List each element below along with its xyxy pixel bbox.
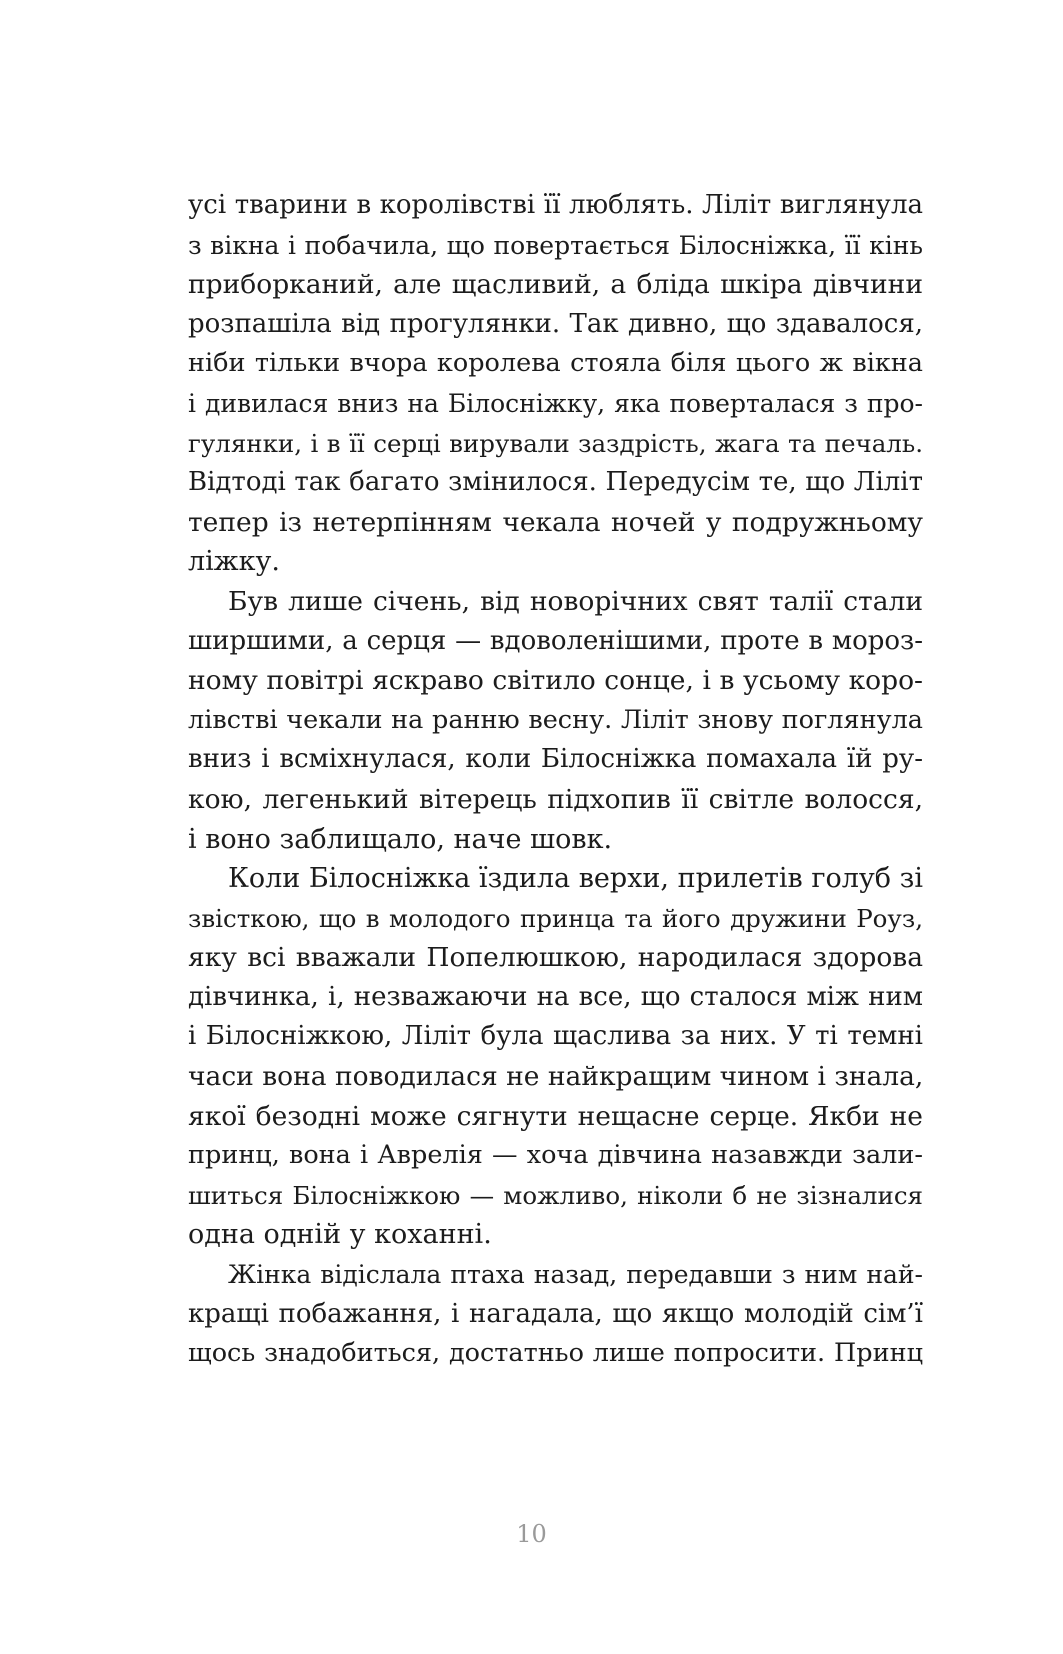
text-line: принц, вона і Аврелія — хоча дівчина назавжди зали- <box>188 1140 923 1171</box>
paragraph <box>188 1255 923 1374</box>
text-line: Відтоді так багато змінилося. Передусім те, що Ліліт <box>188 467 923 498</box>
text-line: і воно заблищало, наче шовк. <box>188 823 613 855</box>
text-line: щось знадобиться, достатньо лише попросити. Принц <box>188 1338 923 1369</box>
text-line: ліжку. <box>188 546 280 578</box>
text-line: лівстві чекали на ранню весну. Ліліт знову поглянула <box>188 704 923 735</box>
paragraph <box>188 186 923 582</box>
text-line: одна одній у коханні. <box>188 1219 492 1251</box>
text-line: тепер із нетерпінням чекала ночей у подружньому <box>188 506 923 538</box>
text-line: ширшими, а серця — вдоволенішими, проте в мороз- <box>188 625 923 656</box>
text-line: з вікна і побачила, що повертається Білосніжка, її кінь <box>188 230 923 260</box>
text-line: Коли Білосніжка їздила верхи, прилетів голуб зі <box>228 863 923 895</box>
page-number: 10 <box>516 1520 547 1548</box>
text-line: часи вона поводилася не найкращим чином і знала, <box>188 1061 924 1093</box>
paragraph <box>188 859 923 1255</box>
text-line: кращі побажання, і нагадала, що якщо молодій сім’ї <box>188 1298 923 1329</box>
text-line: ному повітрі яскраво світило сонце, і в усьому коро- <box>188 665 923 697</box>
text-line: Жінка відіслала птаха назад, передавши з ним най- <box>228 1260 923 1290</box>
text-line: шиться Білосніжкою — можливо, ніколи б не зізналися <box>188 1180 923 1210</box>
text-line: Був лише січень, від новорічних свят талії стали <box>228 585 923 617</box>
text-line: і Білосніжкою, Ліліт була щаслива за них. У ті темні <box>188 1021 923 1052</box>
text-line: гулянки, і в її серці вирували заздрість, жага та печаль. <box>188 428 923 458</box>
paragraph <box>188 582 923 859</box>
text-line: яку всі вважали Попелюшкою, народилася здорова <box>188 942 923 974</box>
page-body-text <box>188 186 923 1374</box>
text-line: якої безодні може сягнути нещасне серце. Якби не <box>188 1100 923 1132</box>
text-line: звісткою, що в молодого принца та його дружини Роуз, <box>188 903 923 933</box>
text-line: усі тварини в королівстві її люблять. Ліліт виглянула <box>188 190 923 220</box>
text-line: кою, легенький вітерець підхопив її світле волосся, <box>188 783 923 815</box>
text-line: розпашіла від прогулянки. Так дивно, що здавалося, <box>188 308 923 339</box>
text-line: вниз і всміхнулася, коли Білосніжка помахала їй ру- <box>188 744 923 775</box>
text-line: дівчинка, і, незважаючи на все, що сталося між ним <box>188 981 923 1012</box>
text-line: ніби тільки вчора королева стояла біля цього ж вікна <box>188 348 923 379</box>
text-line: і дивилася вниз на Білосніжку, яка поверталася з про- <box>188 388 923 418</box>
text-line: приборканий, але щасливий, а бліда шкіра дівчини <box>188 269 923 301</box>
